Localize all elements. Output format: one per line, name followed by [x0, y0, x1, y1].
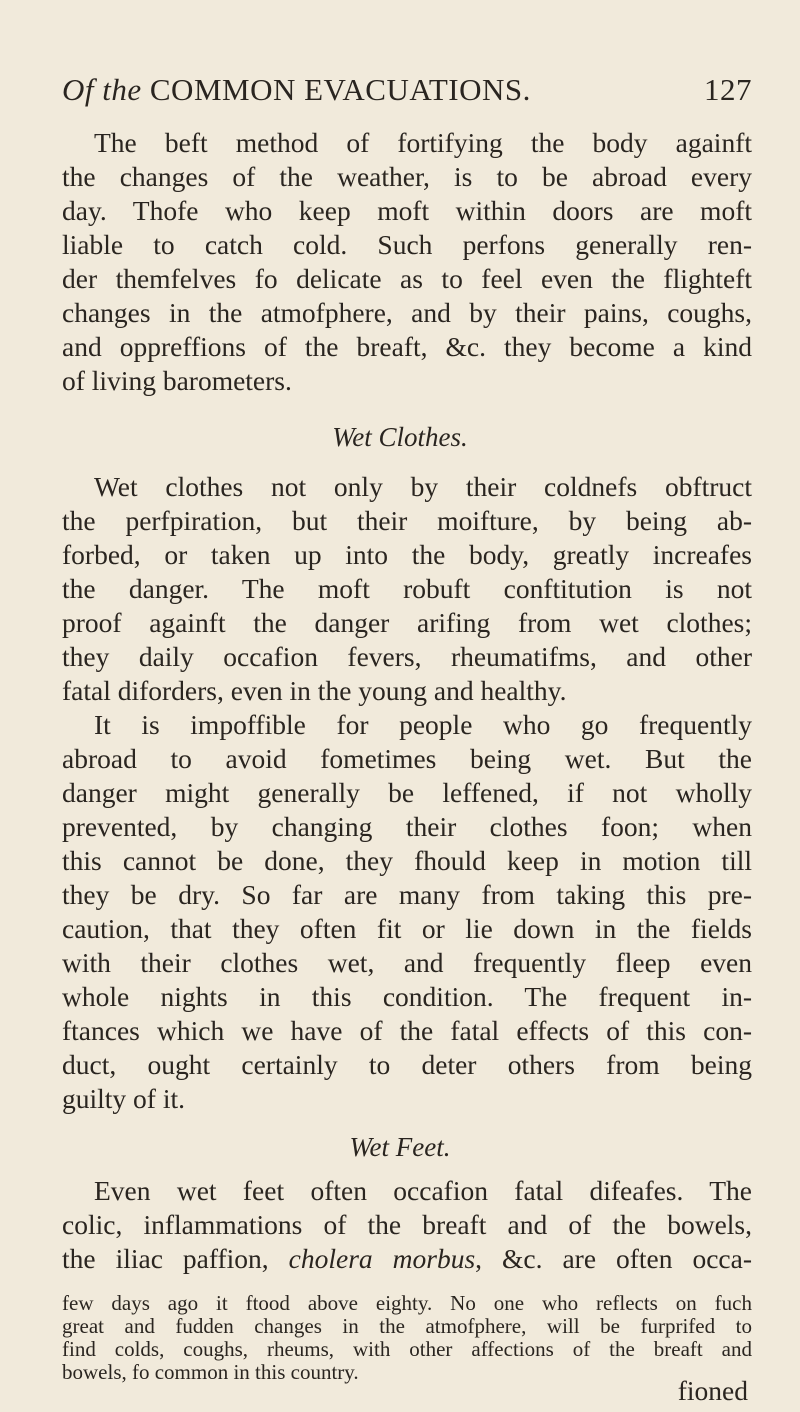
running-header — [62, 72, 752, 118]
header-of-the: Of the — [62, 72, 142, 107]
text-line: caution, that they often fit or lie down in the fields — [62, 913, 752, 944]
text-line: proof againft the danger arifing from wet clothes; — [62, 607, 752, 638]
text-line: prevented, by changing their clothes foon; when — [62, 811, 752, 842]
text-line: duct, ought certainly to deter others from being — [62, 1049, 752, 1080]
section-heading-wet-feet: Wet Feet. — [349, 1132, 451, 1162]
text-line: Even wet feet often occafion fatal difeafes. The — [94, 1175, 752, 1206]
text-line: changes in the atmofphere, and by their pains, coughs, — [62, 297, 752, 328]
text-line: abroad to avoid fometimes being wet. But the — [62, 743, 752, 774]
text-line: and oppreffions of the breaft, &c. they become a kind — [62, 331, 752, 362]
text-line: the danger. The moft robuft conftitution is not — [62, 573, 752, 604]
text-line: guilty of it. — [62, 1083, 185, 1114]
text-line: Wet clothes not only by their coldnefs obftruct — [94, 471, 752, 502]
text-line: danger might generally be leffened, if not wholly — [62, 777, 752, 808]
text-line: der themfelves fo delicate as to feel even the flighteft — [62, 263, 752, 294]
text-line: liable to catch cold. Such perfons generally ren- — [62, 229, 752, 260]
page-number: 127 — [704, 72, 752, 107]
header-title: COMMON EVACUATIONS. — [149, 72, 531, 107]
text-line: of living barometers. — [62, 365, 292, 396]
text-line: forbed, or taken up into the body, greatly increafes — [62, 539, 752, 570]
text-line: with their clothes wet, and frequently fleep even — [62, 947, 752, 978]
text-line: whole nights in this condition. The frequent in- — [62, 981, 752, 1012]
text-line: this cannot be done, they fhould keep in motion till — [62, 845, 752, 876]
footnote-line: bowels, fo common in this country. — [62, 1360, 359, 1384]
text-line: fatal diforders, even in the young and healthy. — [62, 675, 567, 706]
section-heading-wet-clothes: Wet Clothes. — [332, 422, 468, 452]
text-run: the iliac paffion, — [62, 1243, 269, 1274]
text-run: , &c. are often occa- — [475, 1243, 752, 1274]
italic-term: cholera morbus — [288, 1243, 476, 1274]
text-line: they be dry. So far are many from taking this pre- — [62, 879, 752, 910]
text-line: the perfpiration, but their moifture, by being ab- — [62, 505, 752, 536]
text-line: ftances which we have of the fatal effects of this con- — [62, 1015, 752, 1046]
text-line: The beft method of fortifying the body againft — [94, 127, 752, 158]
text-line: they daily occafion fevers, rheumatifms, and other — [62, 641, 752, 672]
footnote-line: find colds, coughs, rheums, with other affections of the breaft and — [62, 1337, 752, 1361]
text-line: day. Thofe who keep moft within doors are moft — [62, 195, 752, 226]
text-line: colic, inflammations of the breaft and of the bowels, — [62, 1209, 752, 1240]
text-line — [62, 1242, 752, 1276]
footnote-line: great and fudden changes in the atmofphere, will be furprifed to — [62, 1314, 752, 1338]
catchword: fioned — [677, 1375, 748, 1406]
text-line: the changes of the weather, is to be abroad every — [62, 161, 752, 192]
text-line: It is impoffible for people who go frequently — [94, 709, 752, 740]
footnote-line: few days ago it ftood above eighty. No one who reflects on fuch — [62, 1291, 752, 1315]
